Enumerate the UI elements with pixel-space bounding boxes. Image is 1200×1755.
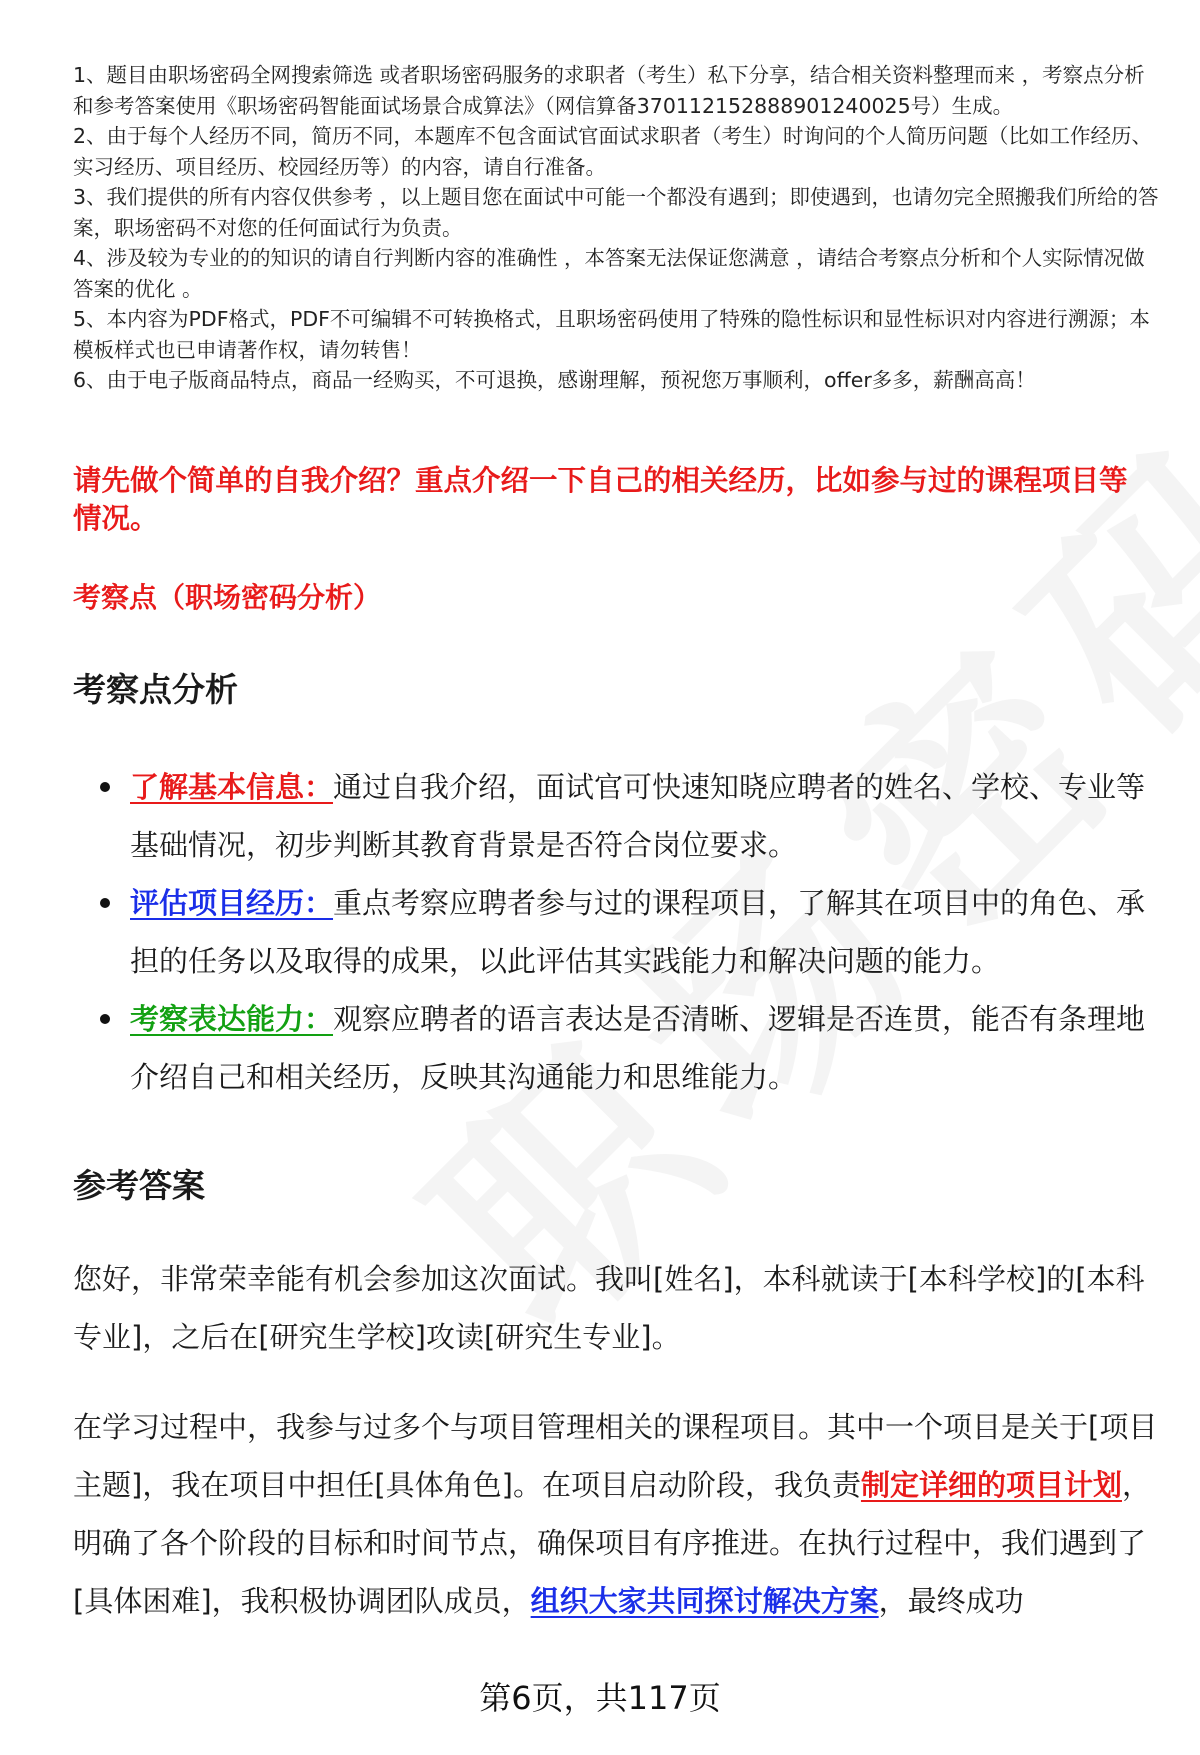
highlight-text: 组织大家共同探讨解决方案 xyxy=(530,1584,879,1618)
bullet-label: 评估项目经历： xyxy=(130,886,334,920)
bullet-text: 通过自我介绍，面试官可快速知晓应聘者的姓名、学校、专业等基础情况，初步判断其教育背景是否符合岗位要求。 xyxy=(130,770,1146,862)
bullet-text: 观察应聘者的语言表达是否清晰、逻辑是否连贯，能否有条理地介绍自己和相关经历，反映其沟通能力和思维能力。 xyxy=(130,1002,1146,1094)
answer-text: 在学习过程中，我参与过多个与项目管理相关的课程项目。其中一个项目是关于[项目主题]，我在项目中担任[具体角色]。在项目启动阶段，我负责 xyxy=(73,1410,1158,1502)
analysis-heading: 考察点分析 xyxy=(73,670,238,709)
interview-question: 请先做个简单的自我介绍？重点介绍一下自己的相关经历，比如参与过的课程项目等情况。 xyxy=(73,464,1128,535)
answer-text: ，最终成功 xyxy=(878,1584,1024,1618)
bullet-label: 考察表达能力： xyxy=(130,1002,334,1036)
answer-paragraph: 您好，非常荣幸能有机会参加这次面试。我叫[姓名]，本科就读于[本科学校]的[本科专业]，之后在[研究生学校]攻读[研究生专业]。 xyxy=(73,1262,1145,1354)
list-item xyxy=(100,990,1150,1106)
highlight-text: 制定详细的项目计划 xyxy=(860,1468,1122,1502)
question-subheading: 考察点（职场密码分析） xyxy=(73,581,382,614)
analysis-list xyxy=(100,758,1150,1106)
list-item xyxy=(100,758,1150,874)
answer-heading: 参考答案 xyxy=(73,1166,205,1205)
note-item: 1、题目由职场密码全网搜索筛选 或者职场密码服务的求职者（考生）私下分享，结合相关资料整理而来 ，考察点分析和参考答案使用《职场密码智能面试场景合成算法》（网信算备370112152888901240025号）生成。 xyxy=(73,63,1145,118)
bullet-label: 了解基本信息： xyxy=(130,770,334,804)
answer-paragraph xyxy=(73,1398,1163,1630)
note-item: 5、本内容为PDF格式，PDF不可编辑不可转换格式，且职场密码使用了特殊的隐性标识和显性标识对内容进行溯源；本模板样式也已申请著作权，请勿转售！ xyxy=(73,307,1150,362)
note-item: 2、由于每个人经历不同，简历不同，本题库不包含面试官面试求职者（考生）时询问的个人简历问题（比如工作经历、实习经历、项目经历、校园经历等）的内容，请自行准备。 xyxy=(73,124,1153,179)
disclaimer-notes xyxy=(73,60,1163,396)
note-item: 6、由于电子版商品特点，商品一经购买，不可退换，感谢理解，预祝您万事顺利，offer多多，薪酬高高！ xyxy=(73,368,1036,392)
bullet-text: 重点考察应聘者参与过的课程项目，了解其在项目中的角色、承担的任务以及取得的成果，以此评估其实践能力和解决问题的能力。 xyxy=(130,886,1146,978)
note-item: 4、涉及较为专业的的知识的请自行判断内容的准确性 ，本答案无法保证您满意 ，请结合考察点分析和个人实际情况做答案的优化 。 xyxy=(73,246,1145,301)
answer-text: ，明确了各个阶段的目标和时间节点，确保项目有序推进。在执行过程中，我们遇到了[具体困难]，我积极协调团队成员， xyxy=(73,1468,1151,1618)
page-number: 第6页，共117页 xyxy=(479,1679,721,1717)
note-item: 3、我们提供的所有内容仅供参考 ，以上题目您在面试中可能一个都没有遇到；即使遇到，也请勿完全照搬我们所给的答案，职场密码不对您的任何面试行为负责。 xyxy=(73,185,1159,240)
list-item xyxy=(100,874,1150,990)
